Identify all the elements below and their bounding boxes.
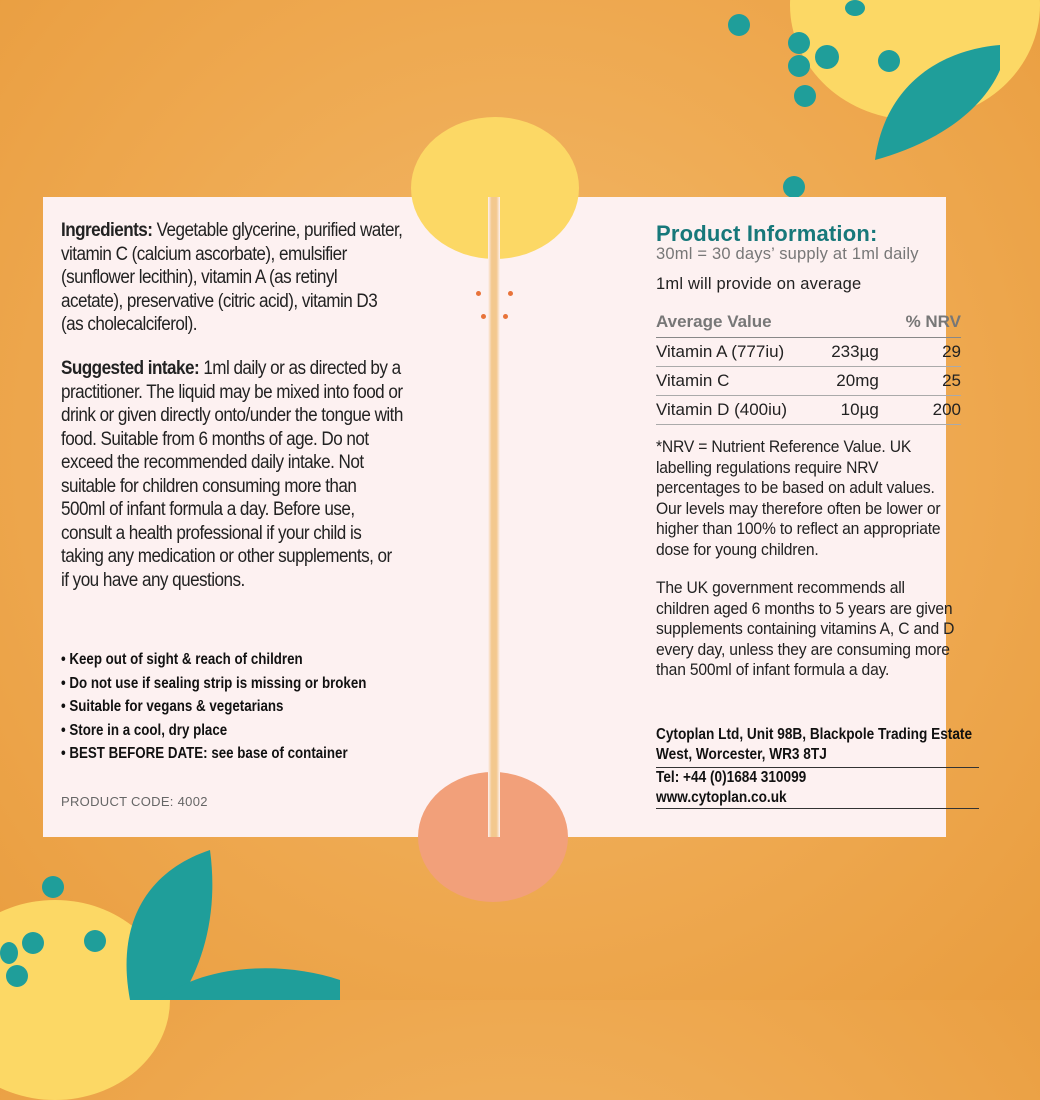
intake-text: 1ml daily or as directed by a practitioner. The liquid may be mixed into food or drink or given directly onto/under the tongue with food. Suitable from 6 months of age. Do not exceed the recommended daily intake. Not suitable for children consuming more than 500ml of infant formula a day. Before use, consult a health professional if your child is taking any medication or other supplements, or if you have any questions. bbox=[61, 358, 403, 591]
provide-text: 1ml will provide on average bbox=[656, 275, 862, 293]
suggested-intake-section bbox=[61, 357, 403, 592]
teal-dot-decoration bbox=[783, 176, 805, 198]
company-address: Cytoplan Ltd, Unit 98B, Blackpole Trading Estate West, Worcester, WR3 8TJ bbox=[656, 726, 973, 763]
contact-block bbox=[656, 767, 979, 809]
table-row bbox=[656, 367, 961, 396]
table-row bbox=[656, 338, 961, 367]
ingredients-text: Vegetable glycerine, purified water, vitamin C (calcium ascorbate), emulsifier (sunflower lecithin), vitamin A (as retinyl acetate), preservative (citric acid), vitamin D3 (as cholecalciferol). bbox=[61, 220, 403, 335]
teal-dot-decoration bbox=[22, 932, 44, 954]
product-code: PRODUCT CODE: 4002 bbox=[61, 794, 208, 809]
teal-dot-decoration bbox=[845, 0, 865, 16]
table-header-row bbox=[656, 307, 961, 338]
list-item: • BEST BEFORE DATE: see base of container bbox=[61, 745, 348, 762]
teal-dot-decoration bbox=[728, 14, 750, 36]
nutrient-amount: 20mg bbox=[817, 367, 893, 396]
teal-dot-decoration bbox=[878, 50, 900, 72]
nutrient-name: Vitamin A (777iu) bbox=[656, 338, 817, 367]
nutrient-nrv: 29 bbox=[893, 338, 961, 367]
teal-dot-decoration bbox=[788, 55, 810, 77]
supply-text: 30ml = 30 days’ supply at 1ml daily bbox=[656, 245, 919, 263]
intake-heading: Suggested intake: bbox=[61, 358, 200, 379]
nrv-definition: *NRV = Nutrient Reference Value. UK labelling regulations require NRV percentages to be based on adult values. Our levels may therefore often be lower or higher than 100% to reflect an appropriate dose for young children. bbox=[656, 437, 941, 559]
product-label bbox=[43, 197, 973, 837]
telephone: Tel: +44 (0)1684 310099 bbox=[656, 769, 807, 786]
government-recommendation: The UK government recommends all children aged 6 months to 5 years are given supplements containing vitamins A, C and D every day, unless they are consuming more than 500ml of infant formula a day. bbox=[656, 578, 955, 679]
nutrient-amount: 233µg bbox=[817, 338, 893, 367]
teal-dot-decoration bbox=[0, 942, 18, 964]
teal-dot-decoration bbox=[84, 930, 106, 952]
teal-dot-decoration bbox=[42, 876, 64, 898]
left-panel bbox=[43, 197, 488, 837]
teal-leaf-decoration bbox=[160, 960, 340, 1000]
column-header: Average Value bbox=[656, 307, 817, 338]
nutrient-amount: 10µg bbox=[817, 396, 893, 425]
teal-dot-decoration bbox=[788, 32, 810, 54]
teal-dot-decoration bbox=[815, 45, 839, 69]
list-item: • Keep out of sight & reach of children bbox=[61, 651, 303, 668]
ingredients-heading: Ingredients: bbox=[61, 220, 153, 241]
ingredients-section bbox=[61, 219, 403, 337]
nutrient-name: Vitamin C bbox=[656, 367, 817, 396]
column-header bbox=[817, 307, 893, 338]
nutrient-nrv: 200 bbox=[893, 396, 961, 425]
right-panel bbox=[498, 197, 973, 837]
column-header: % NRV bbox=[893, 307, 961, 338]
table-row bbox=[656, 396, 961, 425]
list-item: • Suitable for vegans & vegetarians bbox=[61, 698, 284, 715]
nutrient-nrv: 25 bbox=[893, 367, 961, 396]
warnings-list bbox=[61, 648, 439, 766]
teal-dot-decoration bbox=[794, 85, 816, 107]
teal-dot-decoration bbox=[6, 965, 28, 987]
list-item: • Do not use if sealing strip is missing or broken bbox=[61, 674, 367, 692]
website-link[interactable]: www.cytoplan.co.uk bbox=[656, 789, 787, 806]
nutrition-table bbox=[656, 307, 961, 425]
product-info-title: Product Information: bbox=[656, 221, 878, 246]
nutrient-name: Vitamin D (400iu) bbox=[656, 396, 817, 425]
list-item: • Store in a cool, dry place bbox=[61, 721, 228, 739]
